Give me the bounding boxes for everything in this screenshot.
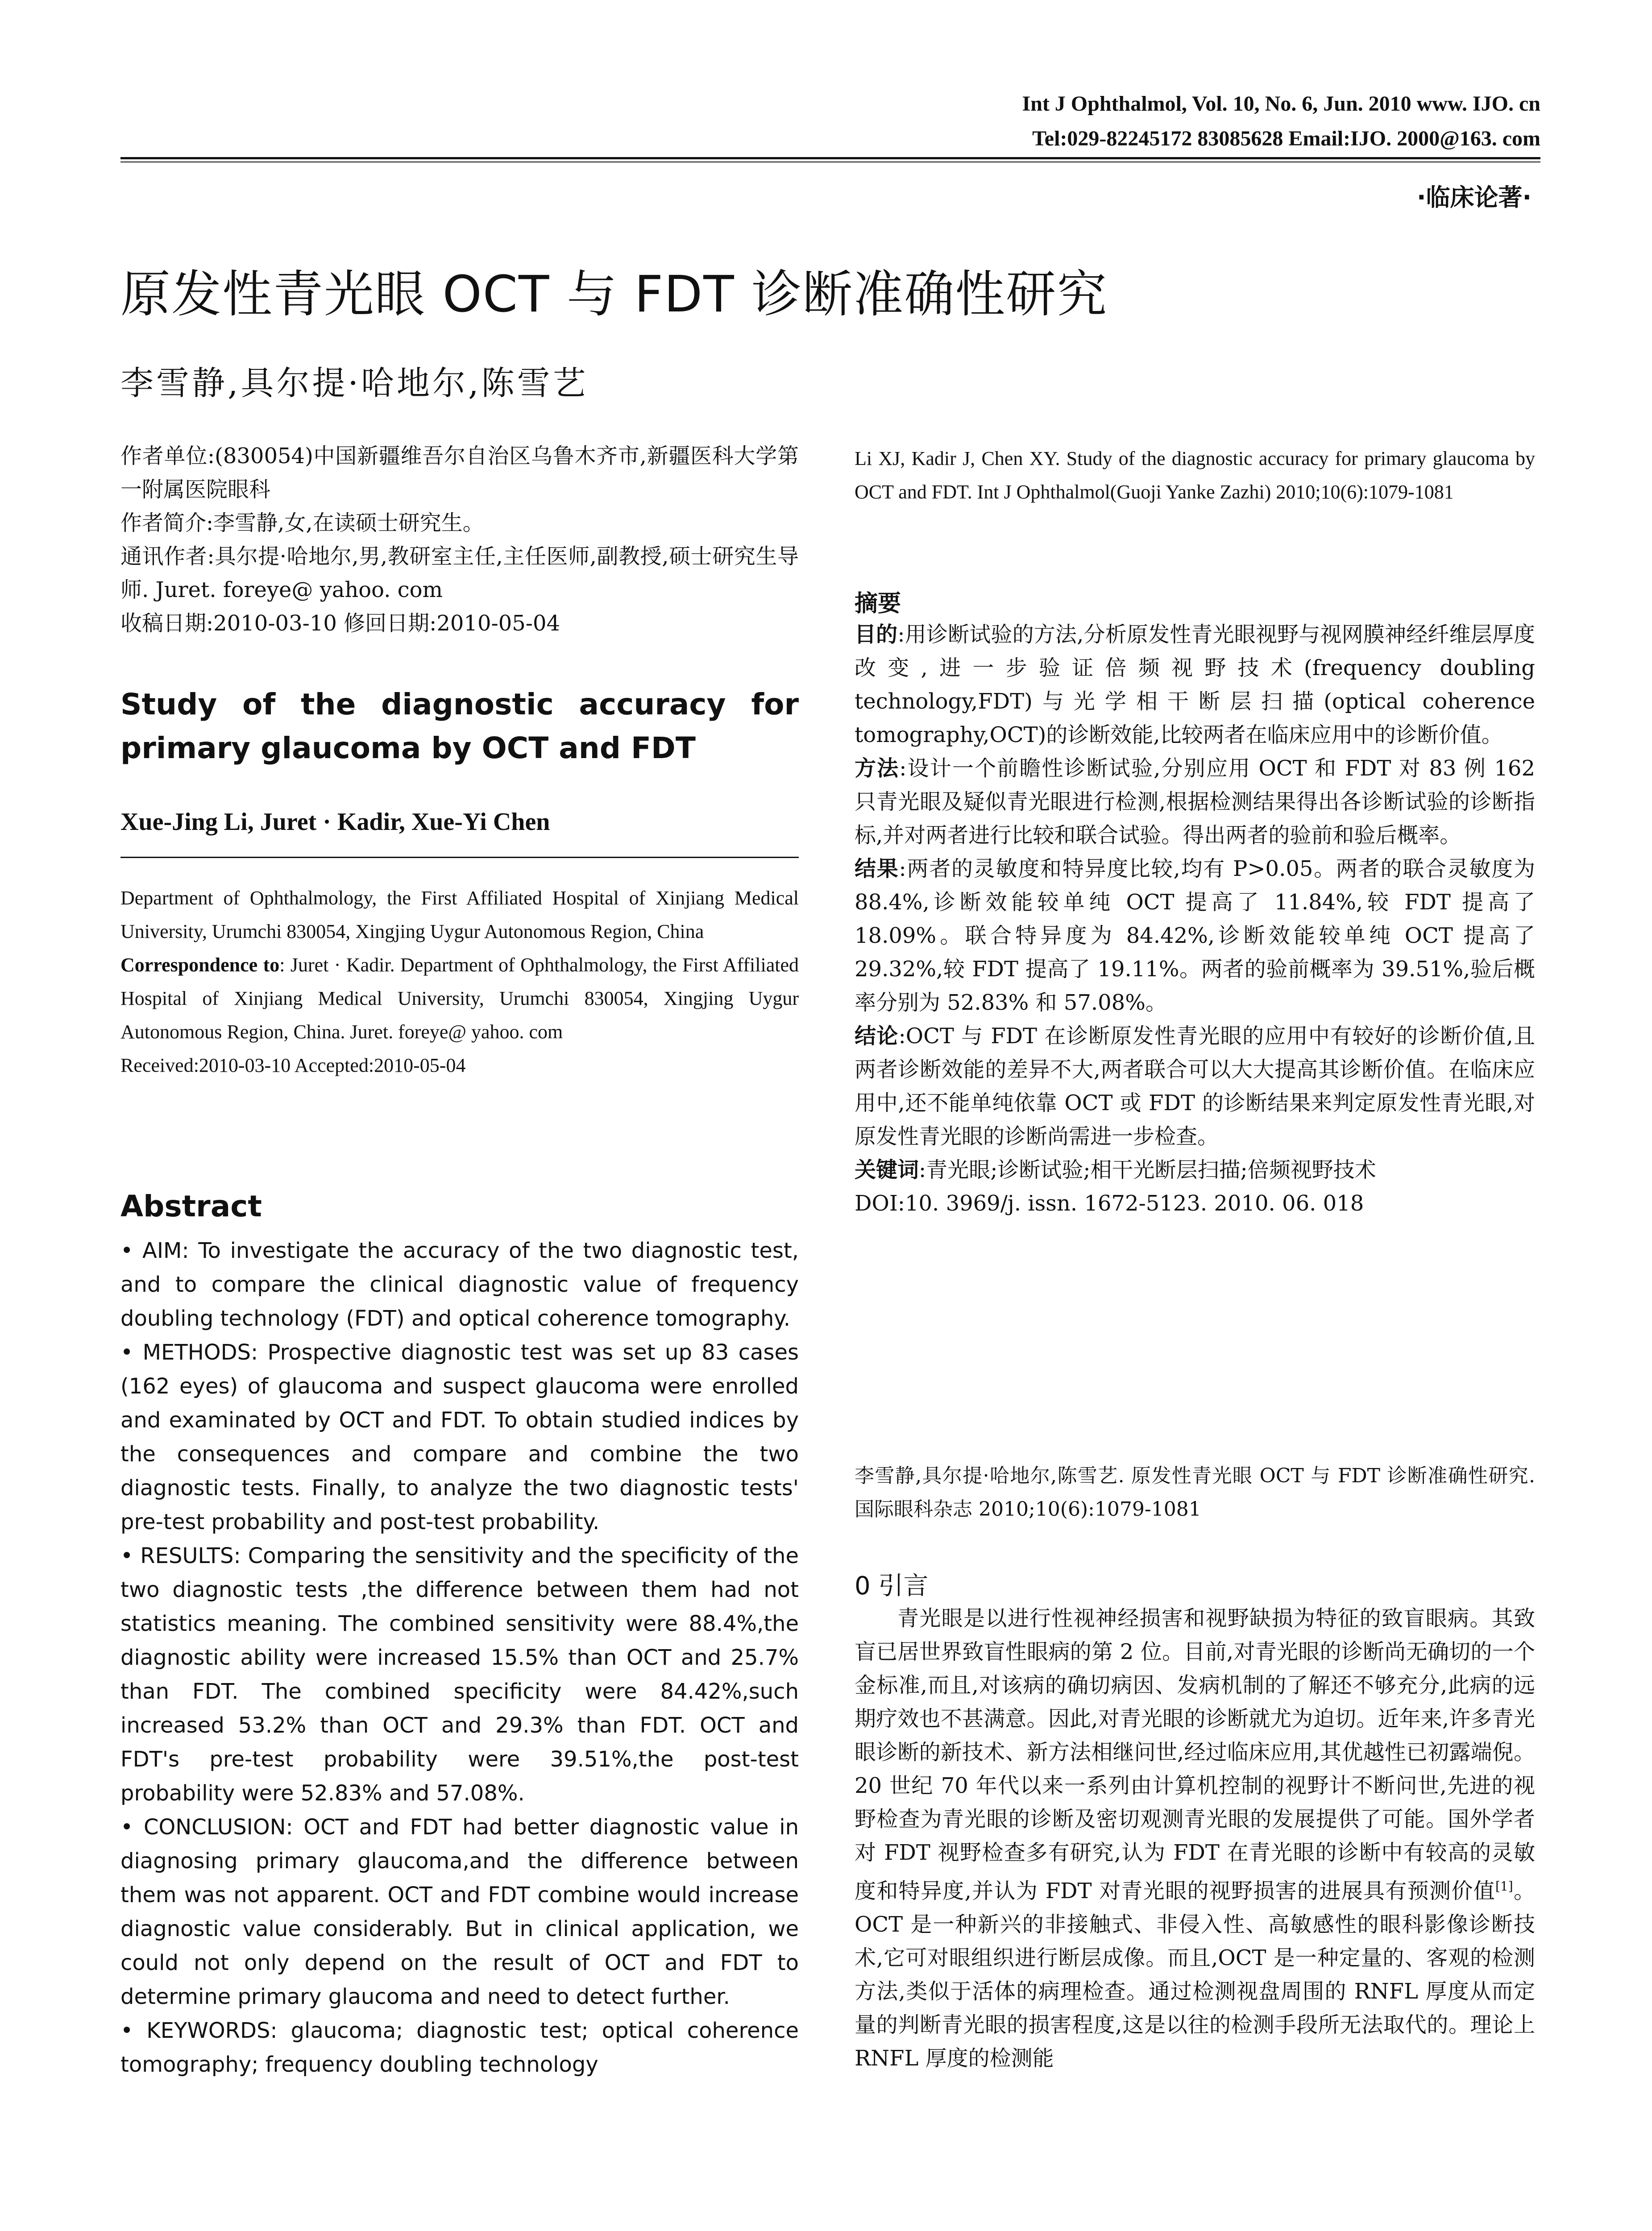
authors-zh: 李雪静,具尔提·哈地尔,陈雪艺 bbox=[120, 364, 589, 402]
label-conclusion: 结论 bbox=[855, 1024, 899, 1049]
author-rule bbox=[120, 857, 799, 858]
abstract-keywords: • KEYWORDS: glaucoma; diagnostic test; optical coherence tomography; frequency doubling technology bbox=[120, 2018, 799, 2077]
correspondence-en bbox=[120, 948, 799, 1049]
author-bio: 作者简介:李雪静,女,在读硕士研究生。 bbox=[120, 510, 484, 535]
author-corresponding: 通讯作者:具尔提·哈地尔,男,教研室主任,主任医师,副教授,硕士研究生导师. Juret. foreye@ yahoo. com bbox=[120, 544, 799, 602]
abstract-zh-aim: 目的:用诊断试验的方法,分析原发性青光眼视野与视网膜神经纤维层厚度改变,进一步验证倍频视野技术(frequency doubling technology,FDT)与光学相干断层扫描(optical coherence tomography,OCT)的诊断效能,比较两者在临床应用中的诊断价值。 bbox=[855, 622, 1535, 747]
title-zh: 原发性青光眼 OCT 与 FDT 诊断准确性研究 bbox=[120, 265, 1108, 323]
abstract-conclusion: • CONCLUSION: OCT and FDT had better diagnostic value in diagnosing primary glaucoma,and the difference between them was not apparent. OCT and FDT combine would increase diagnostic value considerably. But in clinical application, we could not only depend on the result of OCT and FDT to determine primary glaucoma and need to detect further. bbox=[120, 1815, 799, 2009]
citation-zh: 李雪静,具尔提·哈地尔,陈雪艺. 原发性青光眼 OCT 与 FDT 诊断准确性研究. 国际眼科杂志 2010;10(6):1079-1081 bbox=[855, 1464, 1535, 1521]
received-en: Received:2010-03-10 Accepted:2010-05-04 bbox=[120, 1054, 466, 1076]
correspondence-text: : Juret · Kadir. Department of Ophthalmology, the First Affiliated Hospital of Xinjiang Medical University, Urumchi 830054, Xingjing Uygur Autonomous Region, China. Juret. foreye@ yahoo. com bbox=[120, 954, 799, 1043]
author-info bbox=[120, 440, 799, 640]
citation-en: Li XJ, Kadir J, Chen XY. Study of the diagnostic accuracy for primary glaucoma by OCT and FDT. Int J Ophthalmol(Guoji Yanke Zazhi) 2010;10(6):1079-1081 bbox=[855, 448, 1535, 503]
author-dates: 收稿日期:2010-03-10 修回日期:2010-05-04 bbox=[120, 611, 560, 636]
journal-header-line2: Tel:029-82245172 83085628 Email:IJO. 2000@163. com bbox=[1032, 127, 1540, 150]
abstract-aim: • AIM: To investigate the accuracy of the two diagnostic test, and to compare the clinical diagnostic value of frequency doubling technology (FDT) and optical coherence tomography. bbox=[120, 1238, 799, 1331]
journal-header-line1: Int J Ophthalmol, Vol. 10, No. 6, Jun. 2010 www. IJO. cn bbox=[1022, 92, 1540, 116]
section-tag: ·临床论著· bbox=[1416, 183, 1532, 211]
abstract-methods: • METHODS: Prospective diagnostic test was set up 83 cases (162 eyes) of glaucoma and suspect glaucoma were enrolled and examinated by OCT and FDT. To obtain studied indices by the consequences and compare and combine the two diagnostic tests. Finally, to analyze the two diagnostic tests' pre-test probability and post-test probability. bbox=[120, 1340, 799, 1534]
abstract-zh-methods: 方法:设计一个前瞻性诊断试验,分别应用 OCT 和 FDT 对 83 例 162 只青光眼及疑似青光眼进行检测,根据检测结果得出各诊断试验的诊断指标,并对两者进行比较和联合试验。得出两者的验前和验后概率。 bbox=[855, 756, 1535, 848]
label-keywords: 关键词 bbox=[855, 1157, 919, 1182]
affiliation-block bbox=[120, 881, 799, 1082]
intro-body: 青光眼是以进行性视神经损害和视野缺损为特征的致盲眼病。其致盲已居世界致盲性眼病的第 2 位。目前,对青光眼的诊断尚无确切的一个金标准,而且,对该病的确切病因、发病机制的了解还不够充分,此病的远期疗效也不甚满意。因此,对青光眼的诊断就尤为迫切。近年来,许多青光眼诊断的新技术、新方法相继问世,经过临床应用,其优越性已初露端倪。20 世纪 70 年代以来一系列由计算机控制的视野计不断问世,先进的视野检查为青光眼的诊断及密切观测青光眼的发展提供了可能。国外学者对 FDT 视野检查多有研究,认为 FDT 在青光眼的诊断中有较高的灵敏度和特异度,并认为 FDT 对青光眼的视野损害的进展具有预测价值[1]。OCT 是一种新兴的非接触式、非侵入性、高敏感性的眼科影像诊断技术,它可对眼组织进行断层成像。而且,OCT 是一种定量的、客观的检测方法,类似于活体的病理检查。通过检测视盘周围的 RNFL 厚度从而定量的判断青光眼的损害程度,这是以往的检测手段所无法取代的。理论上 RNFL 厚度的检测能 bbox=[855, 1606, 1535, 2071]
abstract-results: • RESULTS: Comparing the sensitivity and the specificity of the two diagnostic tests ,the difference between them had not statistics meaning. The combined sensitivity were 88.4%,the diagnostic ability were increased 15.5% than OCT and 25.7% than FDT. The combined specificity were 84.42%,such increased 53.2% than OCT and 29.3% than FDT. OCT and FDT's pre-test probability were 39.51%,the post-test probability were 52.83% and 57.08%. bbox=[120, 1543, 799, 1806]
authors-en: Xue-Jing Li, Juret · Kadir, Xue-Yi Chen bbox=[120, 808, 550, 836]
affiliation-en: Department of Ophthalmology, the First Affiliated Hospital of Xinjiang Medical University, Urumchi 830054, Xingjing Uygur Autonomous Region, China bbox=[120, 887, 799, 942]
title-en: Study of the diagnostic accuracy for primary glaucoma by OCT and FDT bbox=[120, 687, 799, 765]
label-aim: 目的 bbox=[855, 622, 898, 647]
abstract-zh-keywords: 关键词:青光眼;诊断试验;相干光断层扫描;倍频视野技术 bbox=[855, 1157, 1376, 1182]
abstract-en bbox=[120, 1234, 799, 2082]
label-results: 结果 bbox=[855, 856, 899, 881]
abstract-zh-conclusion: 结论:OCT 与 FDT 在诊断原发性青光眼的应用中有较好的诊断价值,且两者诊断效能的差异不大,两者联合可以大大提高其诊断价值。在临床应用中,还不能单纯依靠 OCT 或 FDT 的诊断结果来判定原发性青光眼,对原发性青光眼的诊断尚需进一步检查。 bbox=[855, 1024, 1535, 1149]
abstract-zh bbox=[855, 618, 1535, 1220]
abstract-heading-en: Abstract bbox=[120, 1189, 262, 1223]
abstract-zh-results: 结果:两者的灵敏度和特异度比较,均有 P>0.05。两者的联合灵敏度为 88.4%,诊断效能较单纯 OCT 提高了 11.84%,较 FDT 提高了 18.09%。联合特异度为 84.42%,诊断效能较单纯 OCT 提高了 29.32%,较 FDT 提高了 19.11%。两者的验前概率为 39.51%,验后概率分别为 52.83% 和 57.08%。 bbox=[855, 856, 1535, 1015]
header-rule bbox=[120, 157, 1540, 159]
label-methods: 方法 bbox=[855, 756, 900, 781]
correspondence-label: Correspondence to bbox=[120, 954, 280, 976]
intro-heading: 0 引言 bbox=[855, 1572, 929, 1601]
abstract-heading-zh: 摘要 bbox=[855, 590, 901, 617]
doi: DOI:10. 3969/j. issn. 1672-5123. 2010. 06. 018 bbox=[855, 1191, 1364, 1216]
reference-marker[interactable]: [1] bbox=[1495, 1879, 1513, 1894]
author-unit: 作者单位:(830054)中国新疆维吾尔自治区乌鲁木齐市,新疆医科大学第一附属医院眼科 bbox=[120, 444, 799, 502]
